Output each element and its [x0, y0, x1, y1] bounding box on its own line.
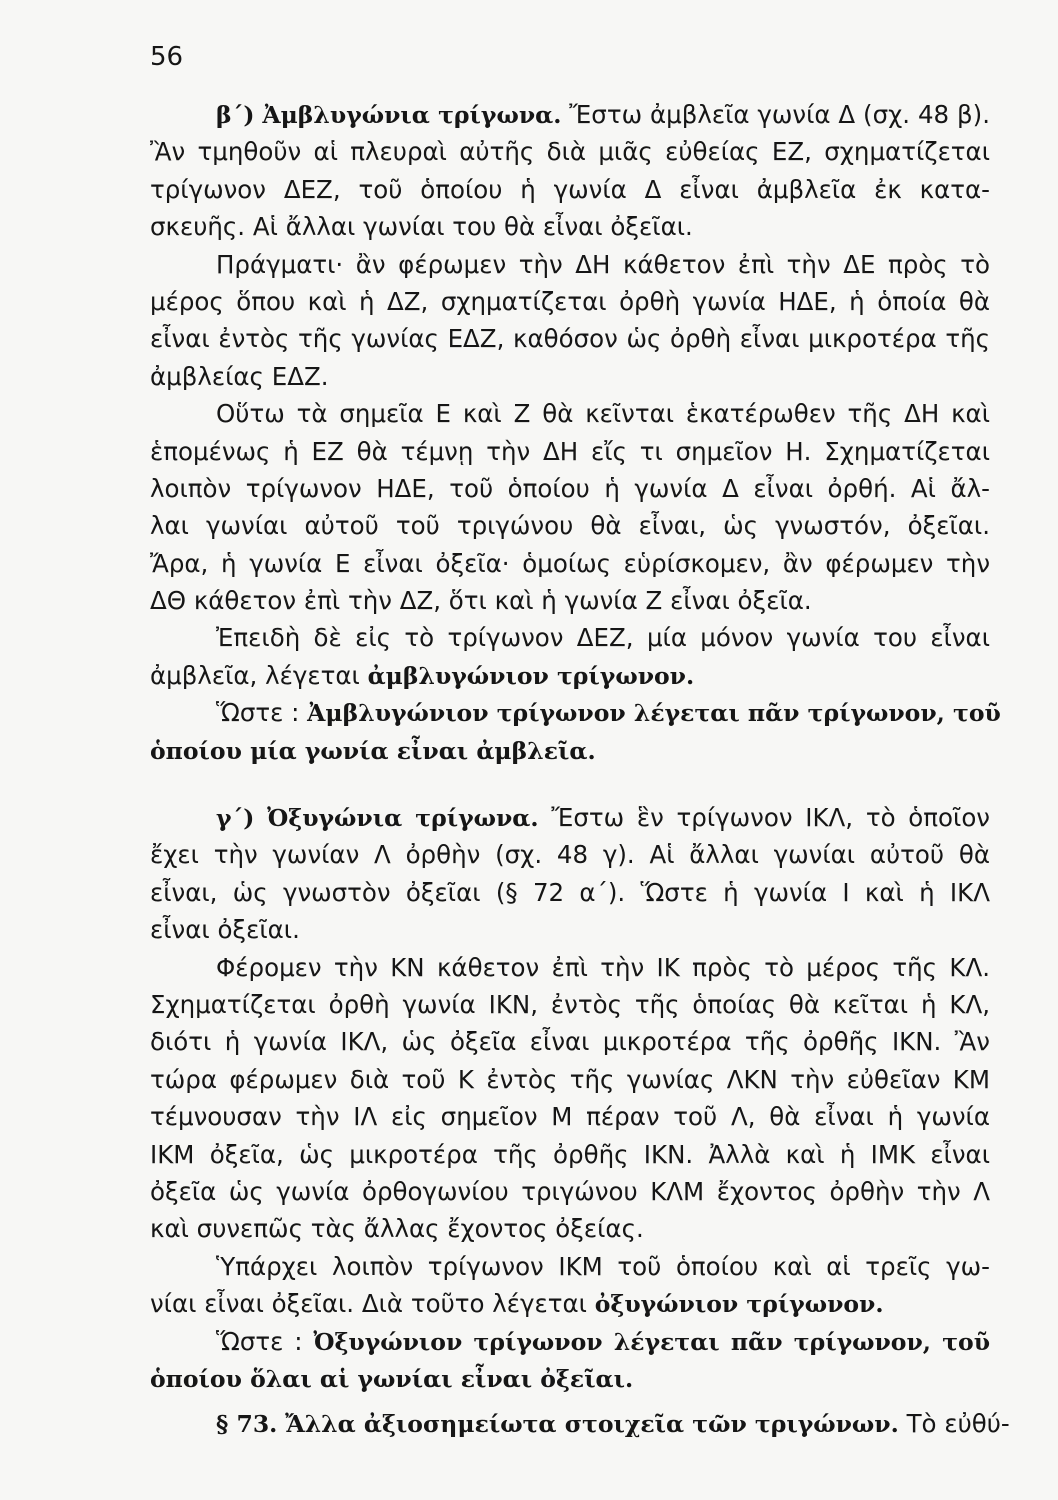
- text-line: ΙΚΜ ὀξεῖα, ὡς μικροτέρα τῆς ὀρθῆς ΙΚΝ. Ἀλλὰ καὶ ἡ ΙΜΚ εἶναι: [150, 1139, 990, 1169]
- definition-bold: Ὀξυγώνιον τρίγωνον λέγεται πᾶν τρίγωνον, τοῦ: [313, 1327, 991, 1356]
- text-line: ἑπομένως ἡ ΕΖ θὰ τέμνῃ τὴν ΔΗ εἴς τι σημεῖον Η. Σχηματίζεται: [150, 436, 990, 466]
- page-number: 56: [150, 42, 184, 72]
- text-line: λοιπὸν τρίγωνον ΗΔΕ, τοῦ ὁποίου ἡ γωνία Δ εἶναι ὀρθή. Αἱ ἄλ-: [150, 473, 990, 503]
- text-line: καὶ συνεπῶς τὰς ἄλλας ἔχοντος ὀξείας.: [150, 1214, 644, 1244]
- section-label: § 73.: [216, 1410, 278, 1439]
- definition-bold: ὁποίου ὅλαι αἱ γωνίαι εἶναι ὀξεῖαι.: [150, 1364, 634, 1393]
- text-line: τώρα φέρωμεν διὰ τοῦ Κ ἐντὸς τῆς γωνίας ΛΚΝ τὴν εὐθεῖαν ΚΜ: [150, 1064, 990, 1094]
- text-line: Ἄρα, ἡ γωνία Ε εἶναι ὀξεῖα· ὁμοίως εὑρίσκομεν, ἂν φέρωμεν τὴν: [150, 548, 990, 578]
- text-run: ἀμβλεῖα, λέγεται: [150, 660, 368, 690]
- text-line: διότι ἡ γωνία ΙΚΛ, ὡς ὀξεῖα εἶναι μικροτέρα τῆς ὀρθῆς ΙΚΝ. Ἂν: [150, 1027, 990, 1057]
- text-run: Ἔστω ἓν τρίγωνον ΙΚΛ, τὸ ὁποῖον: [551, 803, 990, 833]
- text-line: εἶναι ἐντὸς τῆς γωνίας ΕΔΖ, καθόσον ὡς ὀρθὴ εἶναι μικροτέρα τῆς: [150, 324, 990, 354]
- text-line: Πράγματι· ἂν φέρωμεν τὴν ΔΗ κάθετον ἐπὶ τὴν ΔΕ πρὸς τὸ: [216, 249, 990, 279]
- term-bold: ἀμβλυγώνιον τρίγωνον.: [367, 661, 695, 690]
- section-73-heading-line: [150, 1405, 1010, 1442]
- text-run: Ἔστω ἀμβλεῖα γωνία Δ (σχ. 48 β).: [569, 100, 990, 129]
- text-line: ἀμβλείας ΕΔΖ.: [150, 361, 329, 391]
- text-line: ΔΘ κάθετον ἐπὶ τὴν ΔΖ, ὅτι καὶ ἡ γωνία Ζ εἶναι ὀξεῖα.: [150, 586, 812, 616]
- text-line: ὀξεῖα ὡς γωνία ὀρθογωνίου τριγώνου ΚΛΜ ἔχοντος ὀρθὴν τὴν Λ: [150, 1176, 990, 1206]
- definition-bold: Ἀμβλυγώνιον τρίγωνον λέγεται πᾶν τρίγωνον, τοῦ: [307, 699, 1001, 728]
- definition-line: [150, 732, 990, 769]
- definition-line: [150, 1323, 990, 1360]
- text-line: Ἐπειδὴ δὲ εἰς τὸ τρίγωνον ΔΕΖ, μία μόνον γωνία του εἶναι: [216, 623, 990, 653]
- text-line: Ὑπάρχει λοιπὸν τρίγωνον ΙΚΜ τοῦ ὁποίου καὶ αἱ τρεῖς γω-: [216, 1251, 990, 1281]
- text-line: [150, 1285, 990, 1322]
- text-run: νίαι εἶναι ὀξεῖαι. Διὰ τοῦτο λέγεται: [150, 1289, 595, 1319]
- definition-prefix: Ὥστε :: [216, 698, 308, 728]
- text-line: [150, 657, 990, 694]
- section-label: γ΄): [216, 804, 255, 833]
- text-line: λαι γωνίαι αὐτοῦ τοῦ τριγώνου θὰ εἶναι, ὡς γνωστόν, ὀξεῖαι.: [150, 511, 990, 541]
- text-line: Ἂν τμηθοῦν αἱ πλευραὶ αὐτῆς διὰ μιᾶς εὐθείας ΕΖ, σχηματίζεται: [150, 137, 990, 167]
- section-label: β΄): [216, 101, 255, 129]
- text-line: Φέρομεν τὴν ΚΝ κάθετον ἐπὶ τὴν ΙΚ πρὸς τὸ μέρος τῆς ΚΛ.: [216, 952, 990, 982]
- text-line: τρίγωνον ΔΕΖ, τοῦ ὁποίου ἡ γωνία Δ εἶναι ἀμβλεῖα ἐκ κατα-: [150, 174, 990, 204]
- section-heading: Ὀξυγώνια τρίγωνα.: [267, 804, 539, 833]
- text-line: εἶναι, ὡς γνωστὸν ὀξεῖαι (§ 72 α΄). Ὥστε ἡ γωνία Ι καὶ ἡ ΙΚΛ: [150, 877, 990, 907]
- section-beta-heading-line: [150, 96, 990, 133]
- text-line: σκευῆς. Αἱ ἄλλαι γωνίαι του θὰ εἶναι ὀξεῖαι.: [150, 212, 693, 242]
- text-run: Τὸ εὐθύ-: [906, 1409, 1010, 1439]
- text-line: Οὕτω τὰ σημεῖα Ε καὶ Ζ θὰ κεῖνται ἑκατέρωθεν τῆς ΔΗ καὶ: [216, 399, 990, 429]
- text-line: ἔχει τὴν γωνίαν Λ ὀρθὴν (σχ. 48 γ). Αἱ ἄλλαι γωνίαι αὐτοῦ θὰ: [150, 840, 990, 870]
- term-bold: ὀξυγώνιον τρίγωνον.: [594, 1290, 884, 1319]
- section-heading: Ἀμβλυγώνια τρίγωνα.: [262, 101, 562, 129]
- definition-line: [150, 1360, 990, 1397]
- text-line: μέρος ὅπου καὶ ἡ ΔΖ, σχηματίζεται ὀρθὴ γωνία ΗΔΕ, ἡ ὁποία θὰ: [150, 286, 990, 316]
- definition-bold: ὁποίου μία γωνία εἶναι ἀμβλεῖα.: [150, 736, 596, 765]
- text-line: τέμνουσαν τὴν ΙΛ εἰς σημεῖον Μ πέραν τοῦ Λ, θὰ εἶναι ἡ γωνία: [150, 1102, 990, 1132]
- page-body: [150, 96, 1010, 1443]
- definition-prefix: Ὥστε :: [216, 1326, 314, 1356]
- definition-line: [150, 694, 1001, 731]
- text-line: εἶναι ὀξεῖαι.: [150, 915, 300, 945]
- section-gamma-heading-line: [150, 799, 990, 836]
- section-heading: Ἄλλα ἀξιοσημείωτα στοιχεῖα τῶν τριγώνων.: [285, 1410, 899, 1439]
- text-line: Σχηματίζεται ὀρθὴ γωνία ΙΚΝ, ἐντὸς τῆς ὁποίας θὰ κεῖται ἡ ΚΛ,: [150, 989, 990, 1019]
